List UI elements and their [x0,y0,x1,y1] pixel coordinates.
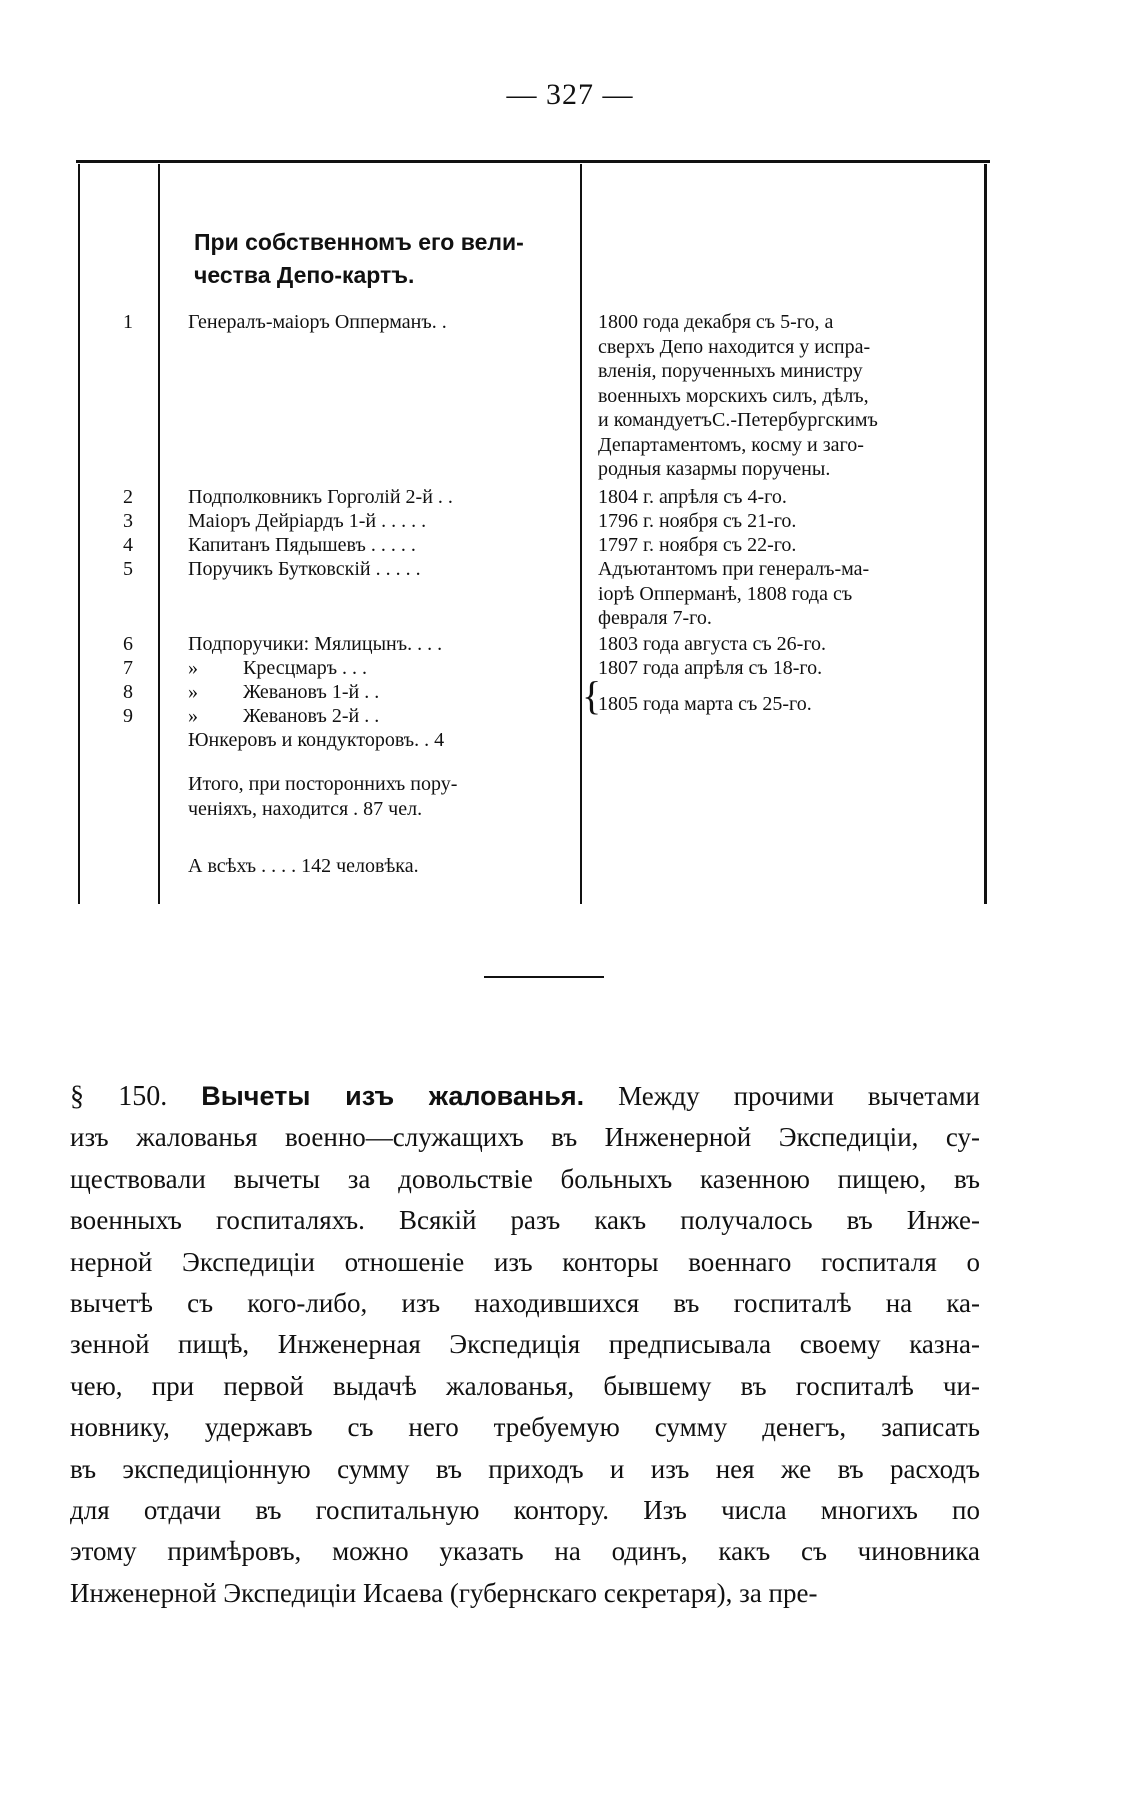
row-note [598,310,878,482]
row-name: Генералъ-маіоръ Опперманъ. . [188,311,447,333]
paragraph-line: Инженерной Экспедиціи Исаева (губернскаго секретаря), за пре- [70,1577,818,1608]
paragraph-line: новнику, удержавъ съ него требуемую сумму денегъ, записать [70,1412,980,1443]
table-top-rule [76,160,990,163]
paragraph-line: для отдачи въ госпитальную контору. Изъ числа многихъ по [70,1495,980,1526]
row-note: 1803 года августа съ 26-го. [598,633,827,655]
brace-mark: { [582,673,602,718]
paragraph-line: чею, при первой выдачѣ жалованья, бывшему въ госпиталѣ чи- [70,1370,980,1401]
note-line: родныя казармы поручены. [598,458,831,480]
row-note: 1804 г. апрѣля съ 4-го. [598,486,787,508]
row-number: 9 [123,705,133,727]
row-number: 4 [123,534,133,556]
paragraph-line: въ экспедиціонную сумму въ приходъ и изъ нея же въ расходъ [70,1453,980,1484]
paragraph-line: ществовали вычеты за довольствіе больныхъ казенною пищею, въ [70,1163,980,1194]
row-number: 6 [123,633,133,655]
note-line: 1800 года декабря съ 5-го, а [598,311,834,333]
table-col-rule-1 [158,164,160,904]
table-heading-line: чества Депо-картъ. [194,262,415,288]
row-number: 7 [123,657,133,679]
row-note: 1807 года апрѣля съ 18-го. [598,657,823,679]
row-name: Поручикъ Бутковскій . . . . . [188,558,421,580]
row-number: 2 [123,486,133,508]
note-line: Департаментомъ, косму и заго- [598,433,864,456]
paragraph-line [70,1076,980,1117]
row-number: 1 [123,311,133,333]
table-col-rule-2 [580,164,582,904]
note-line: іорѣ Опперманѣ, 1808 года съ [598,582,853,605]
total-outside [188,772,457,821]
row-note: 1797 г. ноября съ 22-го. [598,534,797,556]
note-line: февраля 7-го. [598,607,712,629]
row-name: Подпоручики: Мялицынъ. . . . [188,633,443,655]
row-note: 1796 г. ноября съ 21-го. [598,510,797,532]
row-name: » Жевановъ 1-й . . [188,681,380,703]
paragraph-line: военныхъ госпиталяхъ. Всякій разъ какъ получалось въ Инже- [70,1205,980,1236]
row-number: 5 [123,558,133,580]
note-line: военныхъ морскихъ силъ, дѣлъ, [598,384,869,407]
row-number: 8 [123,681,133,703]
note-line: вленія, порученныхъ министру [598,360,863,382]
paragraph-text: Между прочими вычетами [618,1081,980,1111]
junkers-line: Юнкеровъ и кондукторовъ. . 4 [188,729,445,751]
shared-note: 1805 года марта съ 25-го. [598,693,812,715]
roster-table [76,160,990,904]
paragraph-line: этому примѣровъ, можно указать на одинъ, какъ съ чиновника [70,1536,980,1567]
note-line: и командуетъС.-Петербургскимъ [598,409,878,431]
row-name: Подполковникъ Горголій 2-й . . [188,486,453,508]
row-note [598,557,869,631]
paragraph-line: вычетѣ съ кого-либо, изъ находившихся въ госпиталѣ на ка- [70,1288,980,1319]
total-line: ченіяхъ, находится . 87 чел. [188,797,423,820]
paragraph-line: зенной пищѣ, Инженерная Экспедиція предписывала своему казна- [70,1329,980,1360]
section-paragraph [70,1076,980,1614]
total-line: Итого, при постороннихъ пору- [188,773,458,795]
row-name: Капитанъ Пядышевъ . . . . . [188,534,416,556]
table-right-rule [984,164,987,904]
row-name: » Кресцмаръ . . . [188,657,368,679]
table-heading [194,226,524,292]
table-left-rule [78,164,80,904]
table-heading-line: При собственномъ его вели- [194,229,524,255]
row-number: 3 [123,510,133,532]
section-title: Вычеты изъ жалованья. [201,1081,585,1111]
note-line: Адъютантомъ при генералъ-ма- [598,558,870,580]
paragraph-line: нерной Экспедиціи отношеніе изъ конторы военнаго госпиталя о [70,1246,980,1277]
row-name: Маіоръ Дейріардъ 1-й . . . . . [188,510,427,532]
total-all: А всѣхъ . . . . 142 человѣка. [188,855,419,877]
paragraph-line: изъ жалованья военно—служащихъ въ Инженерной Экспедиціи, су- [70,1122,980,1153]
section-divider [484,976,604,978]
note-line: сверхъ Депо находится у испра- [598,335,871,358]
page-number: — 327 — [506,78,634,111]
section-number: § 150. [70,1081,168,1112]
row-name: » Жевановъ 2-й . . [188,705,380,727]
